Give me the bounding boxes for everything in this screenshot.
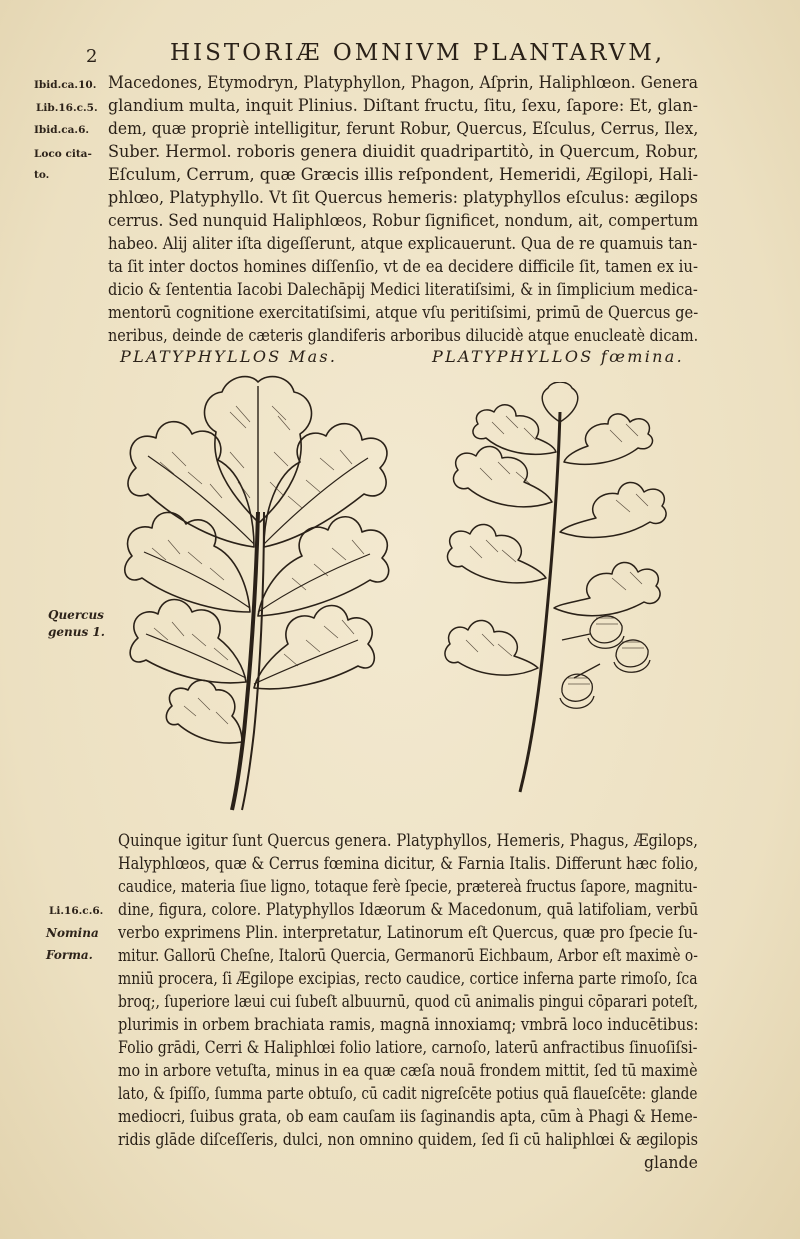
text-line: mitur. Gallorū Cheſne, Italorū Quercia, Germanorū Eichbaum, Arbor eſt maximè o-: [118, 946, 698, 965]
text-line: Suber. Hermol. roboris genera diuidit quadripartitò, in Quercum, Robur,: [108, 142, 699, 161]
margin-note: to.: [34, 169, 50, 181]
text-line: verbo exprimens Plin. interpretatur, Latinorum eſt Quercus, quæ pro ſpecie ſu-: [118, 923, 698, 942]
text-line: Quinque igitur ſunt Quercus genera. Platyphyllos, Hemeris, Phagus, Ægilops,: [118, 831, 698, 850]
text-line: glandium multa, inquit Plinius. Diſtant fructu, ſitu, ſexu, ſapore: Et, glan-: [108, 96, 698, 115]
running-head: HISTORIÆ OMNIVM PLANTARVM,: [170, 40, 666, 66]
folio-number: 2: [86, 46, 98, 67]
text-line: Halyphlœos, quæ & Cerrus fœmina dicitur, & Farnia Italis. Differunt hæc folio,: [118, 854, 699, 873]
figure-caption-left: PLATYPHYLLOS Mas.: [120, 347, 338, 366]
text-line: Eſculum, Cerrum, quæ Græcis illis reſpondent, Hemeridi, Ægilopi, Hali-: [108, 165, 699, 184]
oak-acorn-woodcut-right: [440, 382, 690, 794]
margin-note: Loco cita-: [34, 148, 92, 160]
text-line: plurimis in orbem brachiata ramis, magnā innoxiamq; vmbrā loco inducētibus:: [118, 1015, 699, 1034]
text-line: dicio & ſententia Iacobi Dalechāpij Medici literatiſsimi, & in ſimplicium medica-: [108, 280, 698, 299]
text-line: caudice, materia ſiue ligno, totaque ferè ſpecie, prætereà fructus ſapore, magnitu-: [118, 877, 698, 896]
figure-caption-right: PLATYPHYLLOS fœmina.: [432, 347, 684, 366]
text-line: mediocri, ſuibus grata, ob eam cauſam iis ſaginandis apta, cūm à Phagi & Heme-: [118, 1107, 698, 1126]
text-line: dine, figura, colore. Platyphyllos Idæorum & Macedonum, quā latifoliam, verbū: [118, 900, 699, 919]
text-line: mo in arbore vetuſta, minus in ea quæ cæſa nouā frondem mittit, ſed tū maximè: [118, 1061, 698, 1080]
text-line: mentorū cognitione exercitatiſsimi, atque vſu peritiſsimi, primū de Quercus ge-: [108, 303, 699, 322]
margin-note: Ibid.ca.6.: [34, 124, 90, 136]
text-line: dem, quæ propriè intelligitur, ferunt Robur, Quercus, Eſculus, Cerrus, Ilex,: [108, 119, 699, 138]
margin-note: Lib.16.c.5.: [36, 102, 98, 114]
text-line: lato, & ſpiſſo, ſumma parte obtuſo, cū cadit nigreſcēte potius quā flaueſcēte: glande: [118, 1084, 698, 1103]
margin-note: Ibid.ca.10.: [34, 79, 97, 91]
text-line: broq;, ſuperiore læui cui ſubeſt albuurnū, quod cū animalis pingui cōparari poteſt,: [118, 992, 698, 1011]
text-line: cerrus. Sed nunquid Haliphlœos, Robur ſignificet, nondum, ait, compertum: [108, 211, 699, 230]
text-line: habeo. Alij aliter iſta digeſſerunt, atque explicauerunt. Qua de re quamuis tan-: [108, 234, 698, 253]
margin-note: Li.16.c.6.: [49, 905, 104, 917]
margin-note: Quercus: [48, 608, 104, 622]
margin-note: Forma.: [46, 948, 93, 962]
text-line: ridis glāde diſceſſeris, dulci, non omnino quidem, ſed ſi cū haliphlœi & ægilopis: [118, 1130, 699, 1149]
margin-note: Nomina: [46, 926, 99, 940]
oak-leaf-woodcut-left: [118, 372, 400, 812]
text-line: Folio grādi, Cerri & Haliphlœi folio latiore, carnoſo, laterū anfractibus ſinuoſiſsi-: [118, 1038, 698, 1057]
text-line: phlœo, Platyphyllo. Vt ſit Quercus hemeris: platyphyllos eſculus: ægilops: [108, 188, 698, 207]
text-line: ta ſit inter doctos homines diſſenſio, vt de ea decidere difficile ſit, tamen ex iu-: [108, 257, 699, 276]
text-line: Macedones, Etymodryn, Platyphyllon, Phagon, Aſprin, Haliphlœon. Genera: [108, 73, 698, 92]
catchword: glande: [644, 1153, 698, 1172]
text-line: mniū procera, ſi Ægilope excipias, recto caudice, cortice inferna parte rimoſo, ſca: [118, 969, 698, 988]
text-line: neribus, deinde de cæteris glandiferis arboribus dilucidè atque enucleatè dicam.: [108, 326, 699, 345]
margin-note: genus 1.: [48, 625, 105, 639]
